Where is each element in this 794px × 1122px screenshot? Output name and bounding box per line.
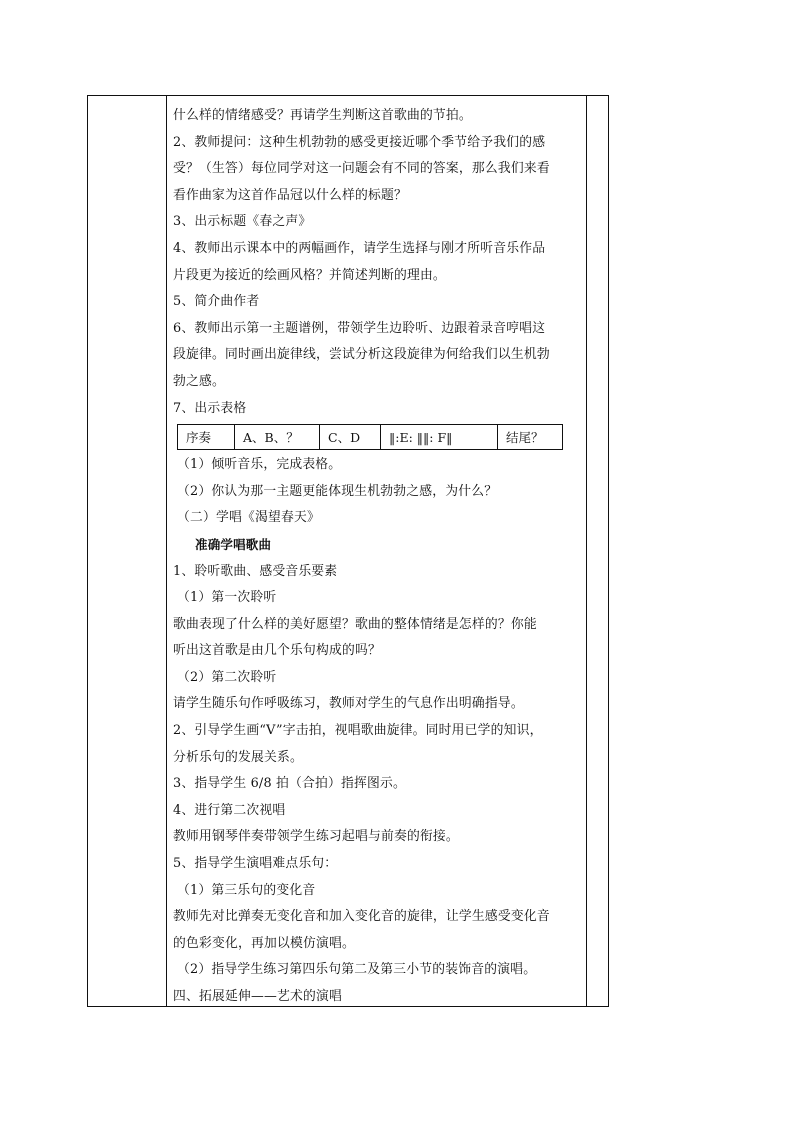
- column-divider-right: [586, 95, 587, 1007]
- text-line: 3、指导学生 6/8 拍（合拍）指挥图示。: [173, 776, 407, 792]
- table-cell: ‖:E: ‖‖: F‖: [381, 425, 498, 450]
- text-line: 教师用钢琴伴奏带领学生练习起唱与前奏的衔接。: [173, 829, 459, 845]
- form-table-wrapper: [173, 422, 583, 452]
- table-cell: 序奏: [178, 425, 235, 450]
- text-line: 2、引导学生画“V”字击拍，视唱歌曲旋律。同时用已学的知识，: [173, 723, 543, 739]
- text-line: 4、进行第二次视唱: [173, 802, 286, 818]
- text-line: 1、聆听歌曲、感受音乐要素: [173, 563, 338, 579]
- text-line: 看作曲家为这首作品冠以什么样的标题？: [173, 187, 407, 203]
- text-line: （2）你认为那一主题更能体现生机勃勃之感，为什么？: [177, 483, 498, 499]
- table-cell: A、B、？: [235, 425, 320, 450]
- text-line: （二）学唱《渴望春天》: [177, 510, 320, 526]
- text-line: 6、教师出示第一主题谱例，带领学生边聆听、边跟着录音哼唱这: [173, 320, 546, 336]
- text-line: 5、指导学生演唱难点乐句：: [173, 856, 338, 872]
- table-cell: 结尾？: [498, 425, 563, 450]
- text-line: 4、教师出示课本中的两幅画作，请学生选择与刚才所听音乐作品: [173, 240, 546, 256]
- table-cell: C、D: [320, 425, 381, 450]
- text-line: 受？（生答）每位同学对这一问题会有不同的答案，那么我们来看: [173, 161, 550, 177]
- text-line: 勃之感。: [173, 373, 225, 389]
- text-line: 请学生随乐句作呼吸练习，教师对学生的气息作出明确指导。: [173, 696, 524, 712]
- text-line: 片段更为接近的绘画风格？并简述判断的理由。: [173, 267, 446, 283]
- text-line: 教师先对比弹奏无变化音和加入变化音的旋律，让学生感受变化音: [173, 909, 550, 925]
- text-line: 段旋律。同时画出旋律线，尝试分析这段旋律为何给我们以生机勃: [173, 347, 550, 363]
- text-line: （1）倾听音乐，完成表格。: [177, 457, 342, 473]
- text-line: 2、教师提问：这种生机勃勃的感受更接近哪个季节给予我们的感: [173, 134, 546, 150]
- text-line: （2）第二次聆听: [177, 669, 277, 685]
- text-line: 7、出示表格: [173, 400, 247, 416]
- text-line: （2）指导学生练习第四乐句第二及第三小节的装饰音的演唱。: [177, 962, 537, 978]
- section-heading: 准确学唱歌曲: [195, 536, 272, 552]
- lesson-content: [173, 103, 583, 1011]
- text-line: （1）第三乐句的变化音: [177, 882, 316, 898]
- text-line: 听出这首歌是由几个乐句构成的吗？: [173, 643, 381, 659]
- text-line: 什么样的情绪感受？再请学生判断这首歌曲的节拍。: [173, 108, 472, 123]
- column-divider-left: [166, 95, 167, 1007]
- text-line: （1）第一次聆听: [177, 590, 277, 606]
- text-line: 3、出示标题《春之声》: [173, 214, 312, 230]
- text-line: 的色彩变化，再加以模仿演唱。: [173, 935, 355, 951]
- text-line: 四、拓展延伸——艺术的演唱: [173, 989, 342, 1004]
- text-line: 歌曲表现了什么样的美好愿望？歌曲的整体情绪是怎样的？你能: [173, 616, 537, 632]
- text-line: 5、简介曲作者: [173, 294, 260, 310]
- text-line: 分析乐句的发展关系。: [173, 749, 303, 765]
- table-row: [178, 425, 563, 450]
- music-form-table: [177, 424, 563, 450]
